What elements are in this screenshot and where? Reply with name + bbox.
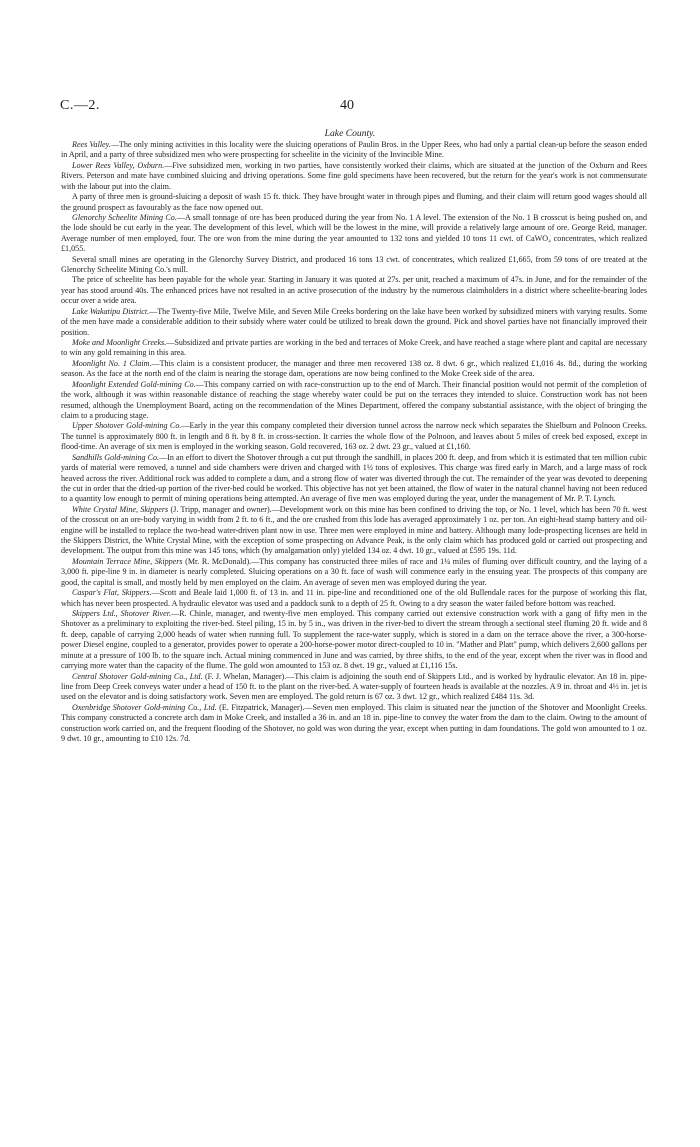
paragraph-lead: Caspar's Flat, Skippers. [72,588,152,598]
paragraph-lead: Moonlight No. 1 Claim. [72,358,152,368]
paragraph-text: (J. Tripp, manager and owner).—Development work on this mine has been confined to driving the top, or No. 1 level, which has been 70 ft. west of the crosscut on an ore-body varying in width from 2 ft. to 6 ft., and the ore crushed from this lode has averaged approximately 1 oz. per ton. An eight-head stamp battery and oil-engine will be installed to replace the two-head water-driven plant now in use. Three men were employed in mine and battery. Although many lode-prospecting licenses are held in the Skippers District, the White Crystal Mine, with the exception of some prospecting on Advance Peak, is the only claim which has produced gold or carried out prospecting and development. The output from this mine was 145 tons, which (by amalgamation only) yielded 134 oz. 4 dwt. 10 gr., valued at £595 19s. 11d. [61,504,647,556]
paragraph-text: —The Twenty-five Mile, Twelve Mile, and Seven Mile Creeks bordering on the lake have been worked by subsidized miners with varying results. Some of the men have made a considerable addition to their subsidy where water could be utilized to break down the ground. Pick and shovel parties have not financially improved their position. [61,306,647,337]
paragraph-lead: Moke and Moonlight Creeks. [72,338,167,348]
paragraph-text: (F. J. Whelan, Manager).—This claim is adjoining the south end of Skippers Ltd., and is worked by hydraulic elevator. An 18 in. pipe-line from Deep Creek conveys water under a head of 150 ft. to the plant on the river-bed. A water-supply of fourteen heads is available at the nozzles. A 9 in. throat and 4½ in. jet is used on the elevator and is doing satisfactory work. Seven men are employed. The gold return is 67 oz. 3 dwt. 12 gr., which realized £484 11s. 3d. [61,671,647,702]
paragraph-text: Several small mines are operating in the Glenorchy Survey District, and produced 16 tons 13 cwt. of concentrates, which realized £1,665, from 59 tons of ore treated at the Glenorchy Scheelite Mining Co.'s mill. [61,254,647,275]
body-text [61,140,647,744]
paragraph-text: —Early in the year this company completed their diversion tunnel across the narrow neck which separates the Shielburn and Polnoon Creeks. The tunnel is approximately 800 ft. in length and 8 ft. by 8 ft. in cross-section. It carries the whole flow of the Polnoon, and leaves about 5 miles of creek bed exposed, except in flood-time. An average of six men is employed in the working season. Gold recovered, 163 oz. 2 dwt. 23 gr., valued at £1,160. [61,421,647,452]
paragraph [61,275,647,306]
paragraph-text: —This company carried on with race-construction up to the end of March. Their financial position would not permit of the completion of the work, although it was within reasonable distance of reaching the stage whereby water could be put on the terraces they intended to sluice. Construction work has not been resumed, although the Unemployment Board, acting on the recommendation of the Mines Department, offered the company substantial assistance, with the object of bringing the claim to a producing stage. [61,379,647,420]
paragraph-lead: Sandhills Gold-mining Co. [72,452,160,462]
paragraph [61,672,647,703]
paragraph [61,338,647,359]
paragraph-lead: Mountain Terrace Mine, Skippers [72,556,183,566]
paragraph [61,140,647,161]
paragraph-text: —This claim is a consistent producer, the manager and three men recovered 138 oz. 8 dwt. 6 gr., which realized £1,016 4s. 8d., during the working season. As the face at the north end of the claim is nearing the storage dam, operations are now being confined to the Moke Creek side of the area. [61,358,647,379]
paragraph-lead: White Crystal Mine, Skippers [72,504,169,514]
paragraph-lead: Glenorchy Scheelite Mining Co. [72,212,177,222]
paragraph-text: —The only mining activities in this locality were the sluicing operations of Paulin Bros. in the Upper Rees, who had only a partial clean-up before the season ended in April, and a party of three subsidized men who were prospecting for scheelite in the vicinity of the Invincible Mine. [61,140,647,160]
paragraph-lead: Lake Wakatipu District. [72,306,150,316]
paragraph-lead: Lower Rees Valley, Oxburn. [72,160,165,170]
paragraph-text: A party of three men is ground-sluicing a deposit of wash 15 ft. thick. They have brought water in through pipes and fluming, and their claim will return good wages should all the ground prospect as favourably as the face now opened out. [61,192,647,212]
paragraph-lead: Moonlight Extended Gold-mining Co. [72,379,196,389]
section-title: Lake County. [324,128,376,139]
page-header [60,98,640,118]
paragraph [61,557,647,588]
paragraph [61,588,647,609]
paragraph-text: (Mr. R. McDonald).—This company has constructed three miles of race and 1¼ miles of fluming over difficult country, and the laying of a 3,000 ft. pipe-line 9 in. in diameter is nearly completed. Sluicing operations on a 30 ft. face of wash will commence early in the ensuing year. The prospects of this company are good, the capital is small, and mostly held by men employed on the claim. An average of seven men was employed during the year. [61,556,647,587]
paragraph-text: —In an effort to divert the Shotover through a cut put through the sandhill, in places 200 ft. deep, and from which it is estimated that ten million cubic yards of material were removed, a tunnel and side chambers were driven and charged with 1½ tons of explosives. This charge was fired early in March, and a large mass of rock heaved across the river. Additional rock was added to complete a dam, and a strong flow of water was diverted through the cut. The remainder of the year was devoted to deepening the cut in order that the dried-up portion of the river-bed could be worked. This objective has not yet been attained, the flow of water in the natural channel having not been reduced to a quantity low enough to permit of mining operations being attempted. An average of five men was employed during the year, under the management of Mr. P. T. Lynch. [61,452,647,504]
paragraph-lead: Rees Valley. [72,140,111,149]
paragraph-lead: Skippers Ltd., Shotover River. [72,608,171,618]
paragraph [61,421,647,452]
page-number: 40 [340,98,354,113]
paragraph [61,703,647,745]
paragraph [61,505,647,557]
paragraph [61,192,647,213]
paragraph [61,307,647,338]
paragraph-text: —Five subsidized men, working in two parties, have consistently worked their claims, which are situated at the junction of the Oxburn and Rees Rivers. Peterson and mate have combined sluicing and driving operations. Some fine gold specimens have been recovered, but the return for the year's work is not commensurate with the labour put into the claim. [61,160,647,191]
paragraph-text: —A small tonnage of ore has been produced during the year from No. 1 A level. The extension of the No. 1 B crosscut is being pushed on, and the lode should be cut early in the year. The development of this level, which will be the lowest in the mine, will provide a relatively large amount of ore. George Reid, manager. Average number of men employed, four. The ore won from the mine during the year amounted to 132 tons and yielded 10 tons 11 cwt. of CaWO₄ concentrates, which realized £1,055. [61,212,647,254]
paragraph-text: (E. Fitzpatrick, Manager).—Seven men employed. This claim is situated near the junction of the Shotover and Moonlight Creeks. This company constructed a concrete arch dam in Moke Creek, and installed a 36 in. and an 18 in. pipe-line to convey the water from the dam to the claim. Owing to the amount of construction work carried on, and the frequent flooding of the Shotover, no gold was won during the year, except when putting in dam foundations. The gold won amounted to 1 oz. 9 dwt. 10 gr., amounting to £10 12s. 7d. [61,702,647,744]
paragraph-text: The price of scheelite has been payable for the whole year. Starting in January it was quoted at 27s. per unit, reached a maximum of 47s. in June, and for the remainder of the year has stood around 40s. The enhanced prices have not resulted in an active prosecution of the industry by the numerous claimholders in a district where scheelite-bearing lodes occur over a wide area. [61,275,647,306]
paragraph-text: —R. Chinle, manager, and twenty-five men employed. This company carried out extensive construction work with a gang of fifty men in the Shotover as a preliminary to exploiting the river-bed. Steel piling, 15 in. by 5 in., was driven in the river-bed to divert the stream through a sectional steel fluming 20 ft. wide and 8 ft. deep, capable of carrying 2,000 heads of water when running full. To supplement the race-water supply, which is stored in a dam on the terrace above the river, a 300-horse-power Diesel engine, coupled to a generator, provides power to operate a 200-horse-power motor direct-coupled to 10 in. "Mather and Platt" pump, which delivers 2,600 gallons per minute at a pressure of 100 lb. to the square inch. Actual mining commenced in June and was carried, by three shifts, to the end of the year, except when the river was in flood and carrying more water than the capacity of the flume. The gold won amounted to 153 oz. 8 dwt. 19 gr., valued at £1,116 15s. [61,608,647,671]
paragraph [61,609,647,672]
paragraph [61,255,647,276]
paragraph [61,453,647,505]
paragraph [61,359,647,380]
paragraph-lead: Oxenbridge Shotover Gold-mining Co., Ltd. [72,702,217,712]
paragraph-lead: Upper Shotover Gold-mining Co. [72,421,182,431]
paragraph-text: —Scott and Beale laid 1,000 ft. of 13 in. and 11 in. pipe-line and reconditioned one of the old Bullendale races for the purpose of working this flat, which has never been prospected. A hydraulic elevator was used and a paddock sunk to a depth of 25 ft. Owing to a dry season the water failed before bottom was reached. [61,588,647,608]
paragraph-lead: Central Shotover Gold-mining Co., Ltd. [72,671,203,681]
paragraph-text: —Subsidized and private parties are working in the bed and terraces of Moke Creek, and have reached a stage where plant and capital are necessary to win any gold remaining in this area. [61,338,647,358]
paragraph [61,380,647,422]
document-reference: C.—2. [60,98,100,113]
paragraph [61,213,647,255]
paragraph [61,161,647,192]
